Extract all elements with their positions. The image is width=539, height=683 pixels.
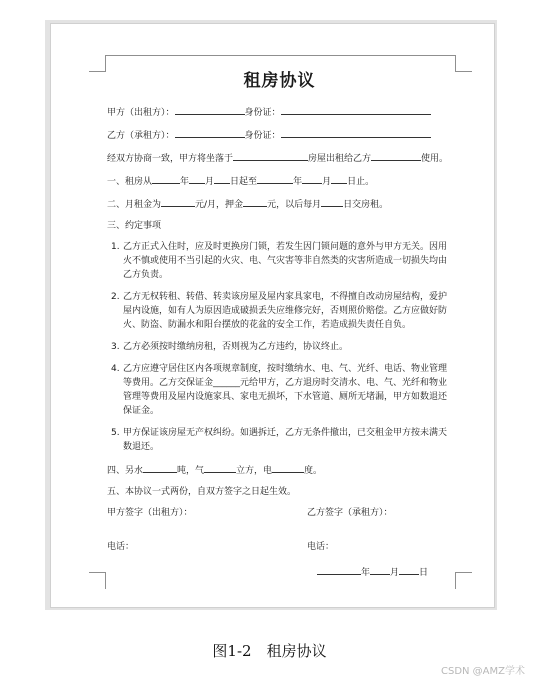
party-a-id-blank[interactable]: [281, 104, 431, 115]
electricity-blank[interactable]: [272, 462, 304, 473]
gas-blank[interactable]: [204, 462, 236, 473]
sign-day-blank[interactable]: [399, 564, 419, 575]
agreement-body: [107, 66, 452, 580]
list-item: 5. 甲方保证该房屋无产权纠纷。如遇拆迁，乙方无条件撤出，已交租金甲方按未满天数退还。: [111, 428, 448, 452]
clause-3-title: 三、约定事项: [107, 221, 162, 231]
start-day-blank[interactable]: [214, 173, 230, 184]
deposit-blank[interactable]: [243, 196, 267, 207]
header-rule: [105, 55, 456, 56]
list-item: 2. 乙方无权转租、转借、转卖该房屋及屋内家具家电，不得擅自改动房屋结构，爱护屋内设施，如有人为原因造成破损丢失应维修完好，否则照价赔偿。乙方应做好防火、防盗、防漏水和阳台摆放的花盆的安全工作，若造成损失责任自负。: [111, 292, 448, 330]
water-blank[interactable]: [143, 462, 177, 473]
party-b-line: 乙方（承租方）： 身份证：: [107, 127, 452, 143]
tenant-phone: 电话：: [307, 542, 335, 552]
clause-3-items: [107, 240, 452, 454]
clause-2: 二、月租金为 元/月，押金 元，以后每月 日交房租。: [107, 196, 452, 212]
intro-line: 经双方协商一致，甲方将坐落于 房屋出租给乙方 使用。: [107, 150, 452, 166]
signature-row: [107, 506, 452, 520]
end-month-blank[interactable]: [302, 173, 322, 184]
end-day-blank[interactable]: [331, 173, 347, 184]
clause-4: 四、另水 吨，气 立方，电 度。: [107, 462, 452, 478]
crop-mark-bottom-right: [455, 572, 472, 589]
party-a-name-blank[interactable]: [175, 104, 245, 115]
party-b-id-blank[interactable]: [281, 127, 431, 138]
start-month-blank[interactable]: [189, 173, 205, 184]
tenant-blank[interactable]: [371, 150, 421, 161]
end-year-blank[interactable]: [257, 173, 293, 184]
landlord-signature: 甲方签字（出租方）：: [107, 508, 193, 518]
tenant-signature: 乙方签字（承租方）：: [307, 508, 393, 518]
document-title: 租房协议: [243, 71, 316, 91]
landlord-phone: 电话：: [107, 542, 135, 552]
figure-caption: 图1-2 租房协议: [212, 642, 327, 660]
crop-mark-top-left: [89, 55, 106, 72]
document-page: [50, 23, 495, 608]
list-item: 3. 乙方必须按时缴纳房租，否则视为乙方违约，协议终止。: [111, 342, 349, 352]
address-blank[interactable]: [233, 150, 308, 161]
list-item: 1. 乙方正式入住时，应及时更换房门锁，若发生因门锁问题的意外与甲方无关。因用火不慎或使用不当引起的火灾、电、气灾害等非自然类的灾害所造成一切损失均由乙方负责。: [111, 242, 448, 280]
pay-day-blank[interactable]: [321, 196, 343, 207]
phone-row: [107, 540, 452, 554]
start-year-blank[interactable]: [152, 173, 180, 184]
date-line: 年 月 日: [317, 564, 452, 580]
sign-month-blank[interactable]: [370, 564, 390, 575]
party-b-name-blank[interactable]: [175, 127, 245, 138]
crop-mark-top-right: [455, 55, 472, 72]
clause-1: 一、租房从 年 月 日起至 年 月 日止。: [107, 173, 452, 189]
list-item: 4. 乙方应遵守居住区内各项规章制度，按时缴纳水、电、气、光纤、电话、物业管理等费用。乙方交保证金______元给甲方，乙方退房时交清水、电、气、光纤和物业管理等费用及屋内设施家具、家电无损坏，下水管道、厕所无堵漏，甲方如数退还保证金。: [111, 364, 448, 416]
clause-5: 五、本协议一式两份，自双方签字之日起生效。: [107, 487, 297, 497]
sign-year-blank[interactable]: [317, 564, 361, 575]
party-a-line: 甲方（出租方）： 身份证：: [107, 104, 452, 120]
crop-mark-bottom-left: [89, 572, 106, 589]
watermark: CSDN @AMZ学术: [440, 666, 525, 677]
rent-blank[interactable]: [161, 196, 195, 207]
